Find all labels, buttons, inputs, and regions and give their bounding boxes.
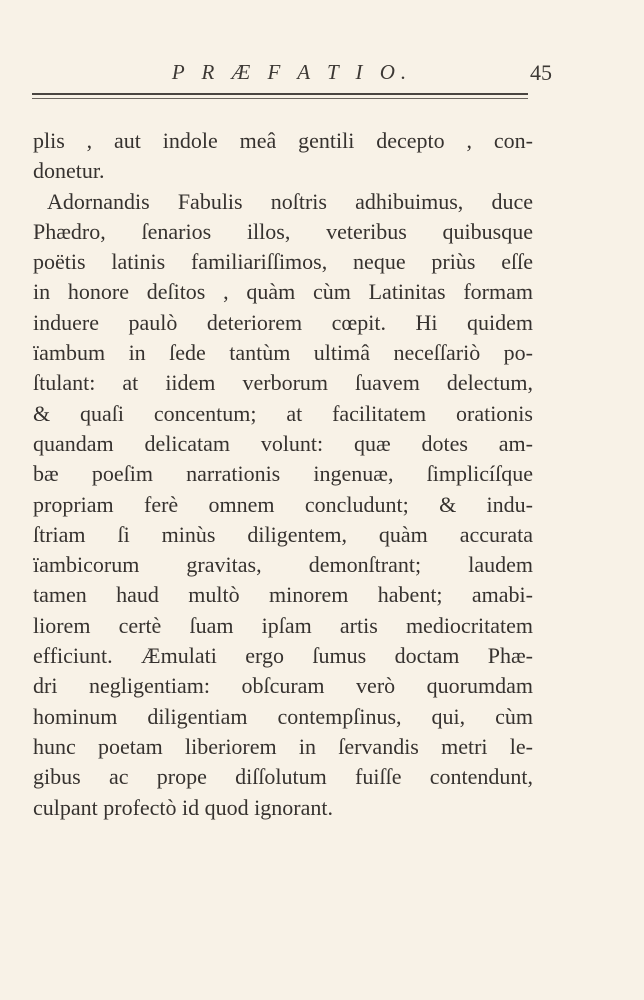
running-head-title: P R Æ F A T I O. (171, 60, 413, 84)
text-line: culpant profectò id quod ignorant. (33, 794, 333, 820)
text-line: donetur. (33, 158, 105, 184)
text-line: ſtriam ſi minùs diligentem, quàm accurata (33, 521, 533, 547)
text-line: bæ poeſim narrationis ingenuæ, ſimplicíſque (33, 461, 533, 487)
text-line: ſtulant: at iidem verborum ſuavem delectum, (33, 370, 533, 396)
text-line: dri negligentiam: obſcuram verò quorumdam (33, 673, 533, 699)
text-line: plis , aut indole meâ gentili decepto , con- (33, 128, 533, 153)
running-head (32, 58, 552, 90)
body-text (33, 126, 533, 823)
text-line: liorem certè ſuam ipſam artis mediocritatem (33, 612, 533, 638)
text-line: Phædro, ſenarios illos, veteribus quibusque (33, 218, 533, 244)
text-line: gibus ac prope diſſolutum fuiſſe contendunt, (33, 764, 533, 790)
text-line: & quaſi concentum; at facilitatem orationis (33, 400, 533, 426)
text-line: tamen haud multò minorem habent; amabi- (33, 582, 533, 608)
header-rule (32, 93, 528, 99)
text-line: in honore deſitos , quàm cùm Latinitas formam (33, 279, 533, 305)
text-line: hunc poetam liberiorem in ſervandis metri le- (33, 733, 533, 759)
text-line: induere paulò deteriorem cœpit. Hi quidem (33, 309, 533, 335)
text-line: ïambum in ſede tantùm ultimâ neceſſariò po- (33, 340, 533, 366)
page-number: 45 (530, 60, 552, 85)
text-line: Adornandis Fabulis noſtris adhibuimus, duce (47, 188, 533, 214)
text-line: efficiunt. Æmulati ergo ſumus doctam Phæ- (33, 643, 533, 669)
text-line: propriam ferè omnem concludunt; & indu- (33, 491, 533, 517)
text-line: ïambicorum gravitas, demonſtrant; laudem (33, 552, 533, 578)
text-line: hominum diligentiam contempſinus, qui, cùm (33, 703, 533, 729)
text-line: poëtis latinis familiariſſimos, neque priùs eſſe (33, 249, 533, 275)
text-line: quandam delicatam volunt: quæ dotes am- (33, 430, 533, 456)
